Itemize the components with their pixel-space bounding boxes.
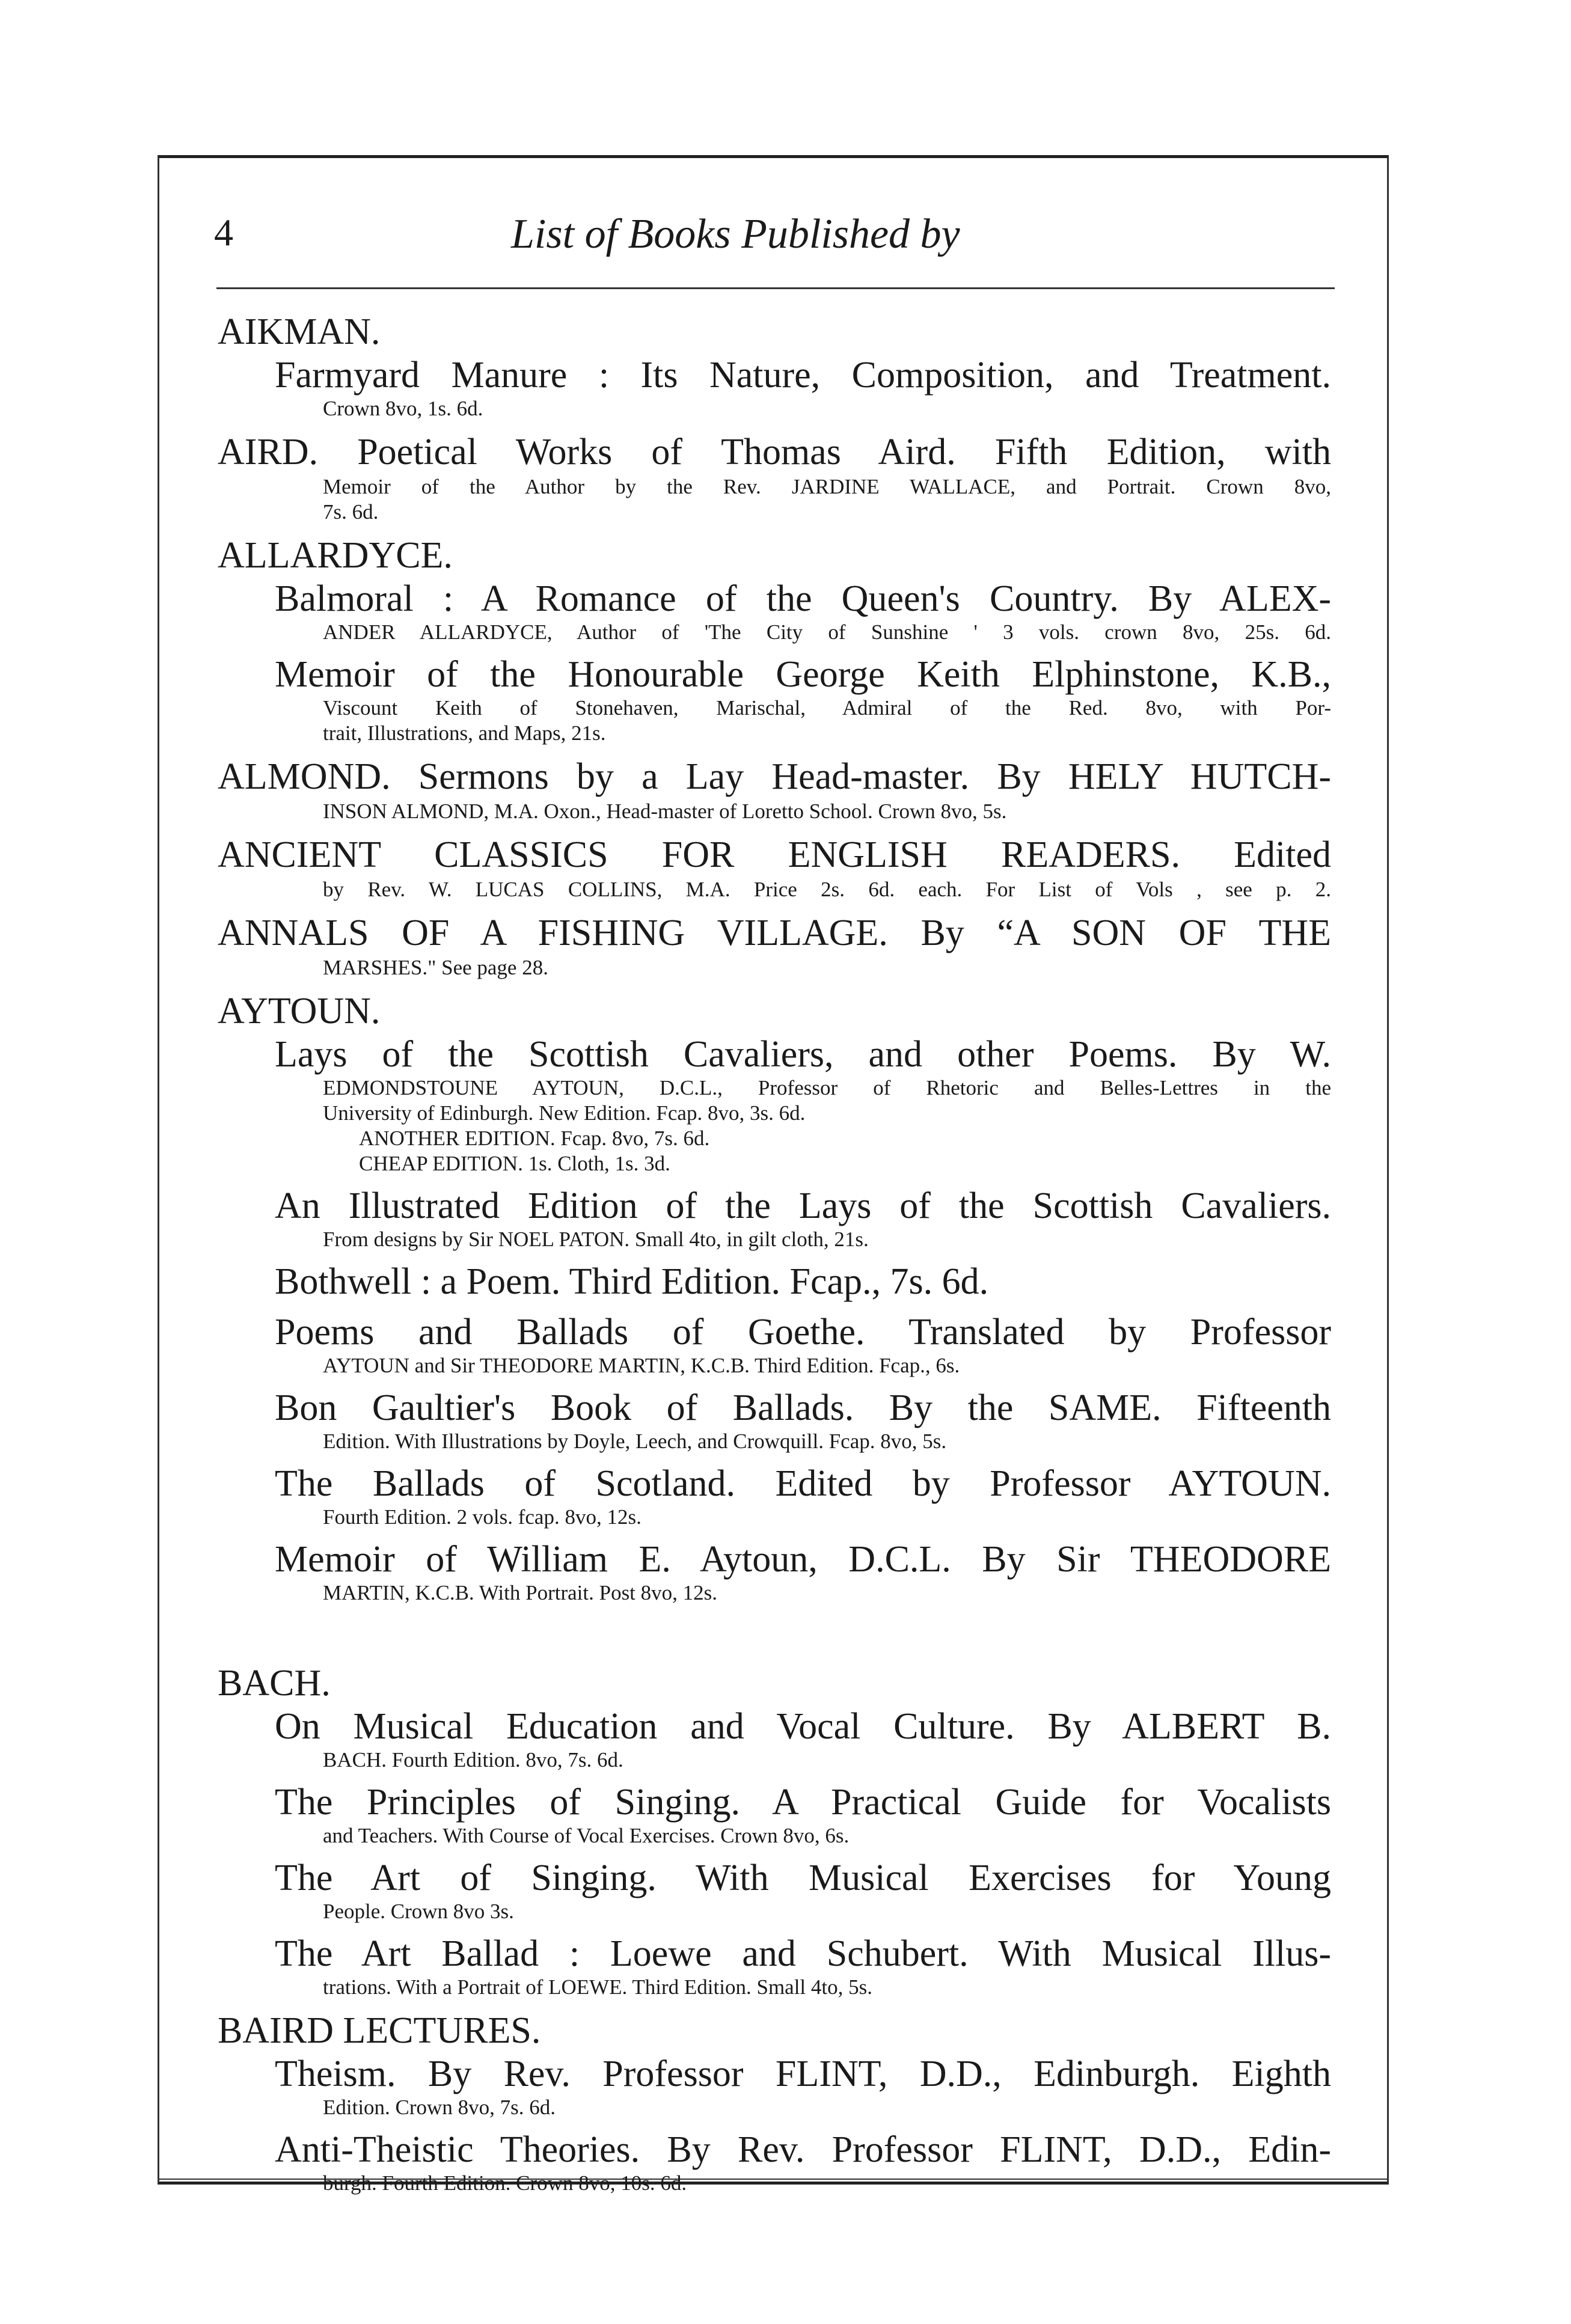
author-heading: AIKMAN. <box>218 311 381 352</box>
book-entry <box>275 1387 1331 1454</box>
book-entry <box>275 354 1331 421</box>
book-entry <box>275 2053 1331 2120</box>
author-book-title: ANNALS OF A FISHING VILLAGE. By “A SON OF THE <box>218 913 1331 953</box>
book-details: burgh. Fourth Edition. Crown 8vo, 10s. 6d. <box>323 2171 687 2195</box>
author-entry <box>218 911 1331 955</box>
book-details: AYTOUN and Sir THEODORE MARTIN, K.C.B. Third Edition. Fcap., 6s. <box>323 1354 960 1377</box>
book-title: The Principles of Singing. A Practical Guide for Vocalists <box>275 1782 1331 1823</box>
book-details <box>323 620 1331 645</box>
author-heading: BAIRD LECTURES. <box>218 2010 541 2051</box>
book-details: and Teachers. With Course of Vocal Exercises. Crown 8vo, 6s. <box>323 1824 850 1847</box>
details-line: EDMONDSTOUNE AYTOUN, D.C.L., Professor of Rhetoric and Belles-Lettres in the <box>323 1076 1331 1099</box>
details-line: University of Edinburgh. New Edition. Fcap. 8vo, 3s. 6d. <box>323 1101 806 1125</box>
book-details: Edition. With Illustrations by Doyle, Leech, and Crowquill. Fcap. 8vo, 5s. <box>323 1430 947 1453</box>
book-details <box>323 1075 1331 1126</box>
author-heading: BACH. <box>218 1663 331 1704</box>
details-line: trait, Illustrations, and Maps, 21s. <box>323 721 606 745</box>
book-title: Lays of the Scottish Cavaliers, and other Poems. By W. <box>275 1034 1331 1075</box>
page-number: 4 <box>214 211 233 254</box>
book-title: An Illustrated Edition of the Lays of the Scottish Cavaliers. <box>275 1185 1331 1226</box>
book-details <box>323 799 1331 824</box>
details-line: Memoir of the Author by the Rev. JARDINE WALLACE, and Portrait. Crown 8vo, <box>323 475 1331 498</box>
book-title: Memoir of the Honourable George Keith Elphinstone, K.B., <box>275 654 1331 695</box>
book-entry <box>275 1311 1331 1378</box>
book-entry <box>275 578 1331 645</box>
details-line: INSON ALMOND, M.A. Oxon., Head-master of Loretto School. Crown 8vo, 5s. <box>323 800 1007 823</box>
book-title: Poems and Ballads of Goethe. Translated by Professor <box>275 1312 1331 1353</box>
book-title: Balmoral : A Romance of the Queen's Country. By ALEX- <box>275 578 1331 619</box>
author-book-title: ALMOND. Sermons by a Lay Head-master. By HELY HUTCH- <box>218 756 1331 797</box>
book-details: trations. With a Portrait of LOEWE. Third Edition. Small 4to, 5s. <box>323 1975 872 1999</box>
author-entry <box>218 833 1331 877</box>
book-title: The Art of Singing. With Musical Exercises for Young <box>275 1858 1331 1898</box>
book-title: Farmyard Manure : Its Nature, Composition, and Treatment. <box>275 355 1331 396</box>
book-details: Edition. Crown 8vo, 7s. 6d. <box>323 2096 556 2119</box>
book-details: BACH. Fourth Edition. 8vo, 7s. 6d. <box>323 1748 623 1772</box>
book-entry <box>275 653 1331 746</box>
book-entry <box>275 1781 1331 1848</box>
book-details: From designs by Sir NOEL PATON. Small 4to, in gilt cloth, 21s. <box>323 1228 869 1251</box>
other-editions <box>359 1126 1331 1176</box>
book-entry <box>275 1261 1331 1303</box>
book-title: Memoir of William E. Aytoun, D.C.L. By Sir THEODORE <box>275 1539 1331 1580</box>
details-line: MARSHES." See page 28. <box>323 956 548 979</box>
book-entry <box>275 1933 1331 2000</box>
details-line: by Rev. W. LUCAS COLLINS, M.A. Price 2s. 6d. each. For List of Vols , see p. 2. <box>323 878 1331 901</box>
book-entry <box>275 1463 1331 1530</box>
book-title: Anti-Theistic Theories. By Rev. Professor FLINT, D.D., Edin- <box>275 2129 1331 2170</box>
book-details: Crown 8vo, 1s. 6d. <box>323 397 483 420</box>
header-rule <box>216 287 1335 289</box>
page-title: List of Books Published by <box>511 211 960 257</box>
book-details: Fourth Edition. 2 vols. fcap. 8vo, 12s. <box>323 1505 642 1529</box>
details-line: ANOTHER EDITION. Fcap. 8vo, 7s. 6d. <box>359 1127 710 1150</box>
book-title: Bon Gaultier's Book of Ballads. By the SAME. Fifteenth <box>275 1387 1331 1428</box>
author-book-title: ANCIENT CLASSICS FOR ENGLISH READERS. Edited <box>218 834 1331 875</box>
book-entry <box>275 1538 1331 1606</box>
book-title: The Ballads of Scotland. Edited by Professor AYTOUN. <box>275 1463 1331 1504</box>
book-details <box>323 474 1331 525</box>
book-entry <box>275 1185 1331 1252</box>
book-entry <box>275 1705 1331 1773</box>
book-entry <box>275 1033 1331 1176</box>
book-title: The Art Ballad : Loewe and Schubert. With Musical Illus- <box>275 1933 1331 1974</box>
author-entry <box>218 754 1331 799</box>
book-title: Bothwell : a Poem. Third Edition. Fcap., 7s. 6d. <box>275 1261 989 1302</box>
book-entry <box>275 1857 1331 1924</box>
author-heading: AYTOUN. <box>218 991 381 1032</box>
author-book-title: AIRD. Poetical Works of Thomas Aird. Fifth Edition, with <box>218 432 1331 472</box>
details-line: Viscount Keith of Stonehaven, Marischal, Admiral of the Red. 8vo, with Por- <box>323 696 1331 720</box>
book-details <box>323 696 1331 746</box>
book-details <box>323 955 1331 980</box>
details-line: CHEAP EDITION. 1s. Cloth, 1s. 3d. <box>359 1152 670 1175</box>
book-entry <box>275 2129 1331 2196</box>
author-heading: ALLARDYCE. <box>218 535 453 576</box>
book-details: MARTIN, K.C.B. With Portrait. Post 8vo, 12s. <box>323 1581 718 1604</box>
book-details: People. Crown 8vo 3s. <box>323 1900 514 1923</box>
book-title: On Musical Education and Vocal Culture. By ALBERT B. <box>275 1706 1331 1747</box>
book-title: Theism. By Rev. Professor FLINT, D.D., Edinburgh. Eighth <box>275 2053 1331 2094</box>
author-entry <box>218 430 1331 474</box>
book-list <box>218 310 1331 2196</box>
details-line: ANDER ALLARDYCE, Author of 'The City of Sunshine ' 3 vols. crown 8vo, 25s. 6d. <box>323 620 1331 644</box>
details-line: 7s. 6d. <box>323 500 379 524</box>
book-details <box>323 877 1331 902</box>
